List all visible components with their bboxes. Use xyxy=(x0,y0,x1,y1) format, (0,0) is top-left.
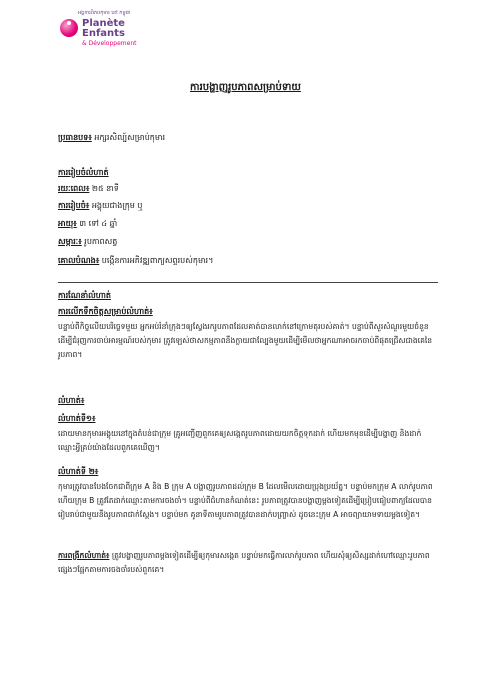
activity1-paragraph: ដោយមានកុមារអង្គុយនៅក្នុងតំបន់ជាក្រុម គ្រូអញ្ជើញពួកគេឲ្យសង្កេតរូបភាពដោយយកចិត្តទុកដាក់ ហើយមកមុខដើម្បីបង្ហាញ និងដាក់ឈ្មោះអ្វីគ្រប់យ៉ាងដែលពួកគេឃើញ។ xyxy=(58,429,422,452)
document-title: ការបង្ហាញរូបភាពសម្រាប់ទាយ xyxy=(190,82,301,93)
subject-label: ប្រធានបទ៖ xyxy=(58,133,92,142)
logo-tagline: អង្គការពិភពកុមារ នៅ កម្ពុជា xyxy=(78,10,131,16)
subject-line xyxy=(58,133,165,143)
activity-heading: លំហាត់៖ xyxy=(58,396,85,405)
extension-paragraph xyxy=(58,549,438,577)
age-label: អាយុ៖ xyxy=(58,219,77,228)
duration-value: ២៥ នាទី xyxy=(91,184,119,193)
motivation-paragraph: បន្ទាប់ពីកិច្ចលើយបរិច្ចេទមួយ អ្នកអប់រំនាំក្រុងៗឲ្យស្វែងរករូបភាពដែលគាត់បានលាក់នៅក្រោមតុរបស់គាត់។ បន្ទាប់ពីសួរសំណួរមួយចំនួនដើម្បីជំរុញការចាប់អារម្មណ៍របស់កុមារ ត្រូវឡេស់ថាសកម្មភាពនឹងក្លាយជាល្បែងមួយដើម្បីមើលថាអ្នកណាអាចរកចាប់ពីផុតជ្រើសជាងគេនៃរូបភាព។ xyxy=(58,322,433,359)
age-value: ៣ ទៅ ៤ ឆ្នាំ xyxy=(79,219,118,228)
goal-line xyxy=(58,256,213,266)
setting-label: ការរៀបចំ៖ xyxy=(58,201,90,210)
duration-line xyxy=(58,184,119,194)
materials-value: រូបភាពសត្វ xyxy=(84,237,118,246)
organization-logo xyxy=(58,10,188,56)
setting-value: អង្គុយជាងក្រុម ឬ xyxy=(91,201,143,210)
subject-value: អក្សរសិល្ប៍សម្រាប់កុមារ xyxy=(94,133,165,142)
age-line xyxy=(58,219,117,229)
motivation-heading: ការលើកទឹកចិត្តសម្រាប់លំហាត់៖ xyxy=(58,307,153,316)
preparation-heading: ការរៀបចំលំហាត់ xyxy=(58,168,109,177)
activity2-paragraph: កុមារត្រូវបានបែងចែកជាពីក្រុម A និង B ក្រុម A បង្ហាញរូបភាពដល់ក្រុម B ដែលមើលដោយប្រុងប្រយ័ត្ន។ បន្ទាប់មកក្រុម A លាក់រូបភាព ហើយក្រុម B ត្រូវតែដាក់ឈ្មោះតាមការចងចាំ។ បន្ទាប់ពីជំហានកំណត់នេះ រូបភាពត្រូវបានបង្ហាញម្តងទៀតដើម្បីប្រៀបធៀបពាក្យដែលបានរៀបរាប់ជាមួយនឹងរូបភាពជាក់ស្តែង។ បន្ទាប់មក គូនាទីតាមរូបភាពត្រូវបានដាក់បញ្ច្រាស់ ដូចនេះក្រុម A អាចព្យាយាមទាយម្តងទៀត។ xyxy=(58,482,433,519)
extension-label: ការពង្រីកលំហាត់៖ xyxy=(58,551,110,560)
materials-label: សម្ភារៈ៖ xyxy=(58,237,82,246)
setting-line xyxy=(58,201,142,211)
duration-label: រយៈពេល៖ xyxy=(58,184,90,193)
activity2-heading: លំហាត់ទី ២៖ xyxy=(58,467,99,476)
extension-text: ត្រូវបង្ហាញរូបភាពម្តងទៀតដើម្បីឲ្យកុមារសង្កេត បន្ទាប់មកធ្វើការលាក់រូបភាព ហើយសុំឲ្យសិស្សដាក់ហៅឈ្មោះរូបភាពផ្សេងៗផ្អែកតាមការចងចាំរបស់ពួកគេ។ xyxy=(58,551,430,574)
goal-value: បង្កើនការអភិវឌ្ឍពាក្យសព្ទរបស់កុមារ។ xyxy=(101,256,214,265)
goal-label: គោលបំណង៖ xyxy=(58,256,100,265)
section-divider xyxy=(58,282,438,283)
logo-name-line2: Enfants xyxy=(82,28,125,39)
introduction-heading: ការណែនាំលំហាត់ xyxy=(58,291,111,300)
materials-line xyxy=(58,237,117,247)
logo-emblem-icon xyxy=(60,19,78,37)
logo-name-line1: Planète xyxy=(82,18,125,29)
logo-name-line3: & Développement xyxy=(82,40,137,47)
activity1-heading: លំហាត់ទី១៖ xyxy=(58,414,96,423)
